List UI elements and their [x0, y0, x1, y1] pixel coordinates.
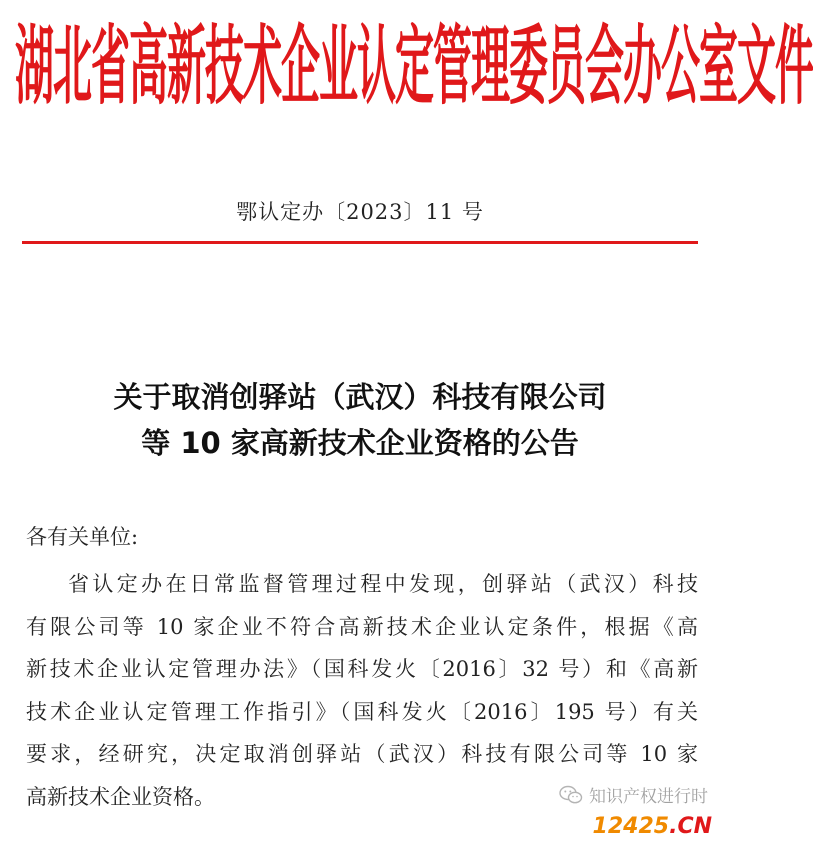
logo-number: 12425	[592, 813, 670, 839]
body-line-3: 新技术企业认定管理办法》（国科发火〔2016〕32 号）和《高新	[26, 657, 698, 681]
salutation: 各有关单位:	[26, 525, 139, 549]
wechat-watermark	[559, 782, 708, 807]
watermark-text: 知识产权进行时	[589, 787, 708, 807]
notice-title-line-2: 等 10 家高新技术企业资格的公告	[141, 426, 579, 460]
site-logo	[593, 813, 712, 839]
wechat-icon	[559, 785, 583, 805]
body-line-4: 技术企业认定管理工作指引》（国科发火〔2016〕195 号）有关	[26, 699, 698, 724]
logo-dot: .	[669, 813, 678, 839]
issuing-authority-header	[0, 4, 813, 134]
body-paragraph	[26, 563, 698, 818]
body-line-6: 高新技术企业资格。	[26, 784, 215, 809]
document-number: 鄂认定办〔2023〕11 号	[236, 200, 484, 224]
body-line-1: 省认定办在日常监督管理过程中发现，创驿站（武汉）科技	[68, 572, 698, 596]
logo-suffix: CN	[677, 813, 712, 839]
issuing-authority-title: 湖北省高新技术企业认定管理委员会办公室文件	[15, 18, 813, 118]
notice-title-line-1: 关于取消创驿站（武汉）科技有限公司	[113, 380, 607, 414]
notice-title	[0, 374, 720, 466]
body-line-2: 有限公司等 10 家企业不符合高新技术企业认定条件，根据《高	[26, 614, 698, 639]
body-line-5: 要求，经研究，决定取消创驿站（武汉）科技有限公司等 10 家	[26, 742, 698, 766]
red-separator-line	[22, 241, 698, 244]
